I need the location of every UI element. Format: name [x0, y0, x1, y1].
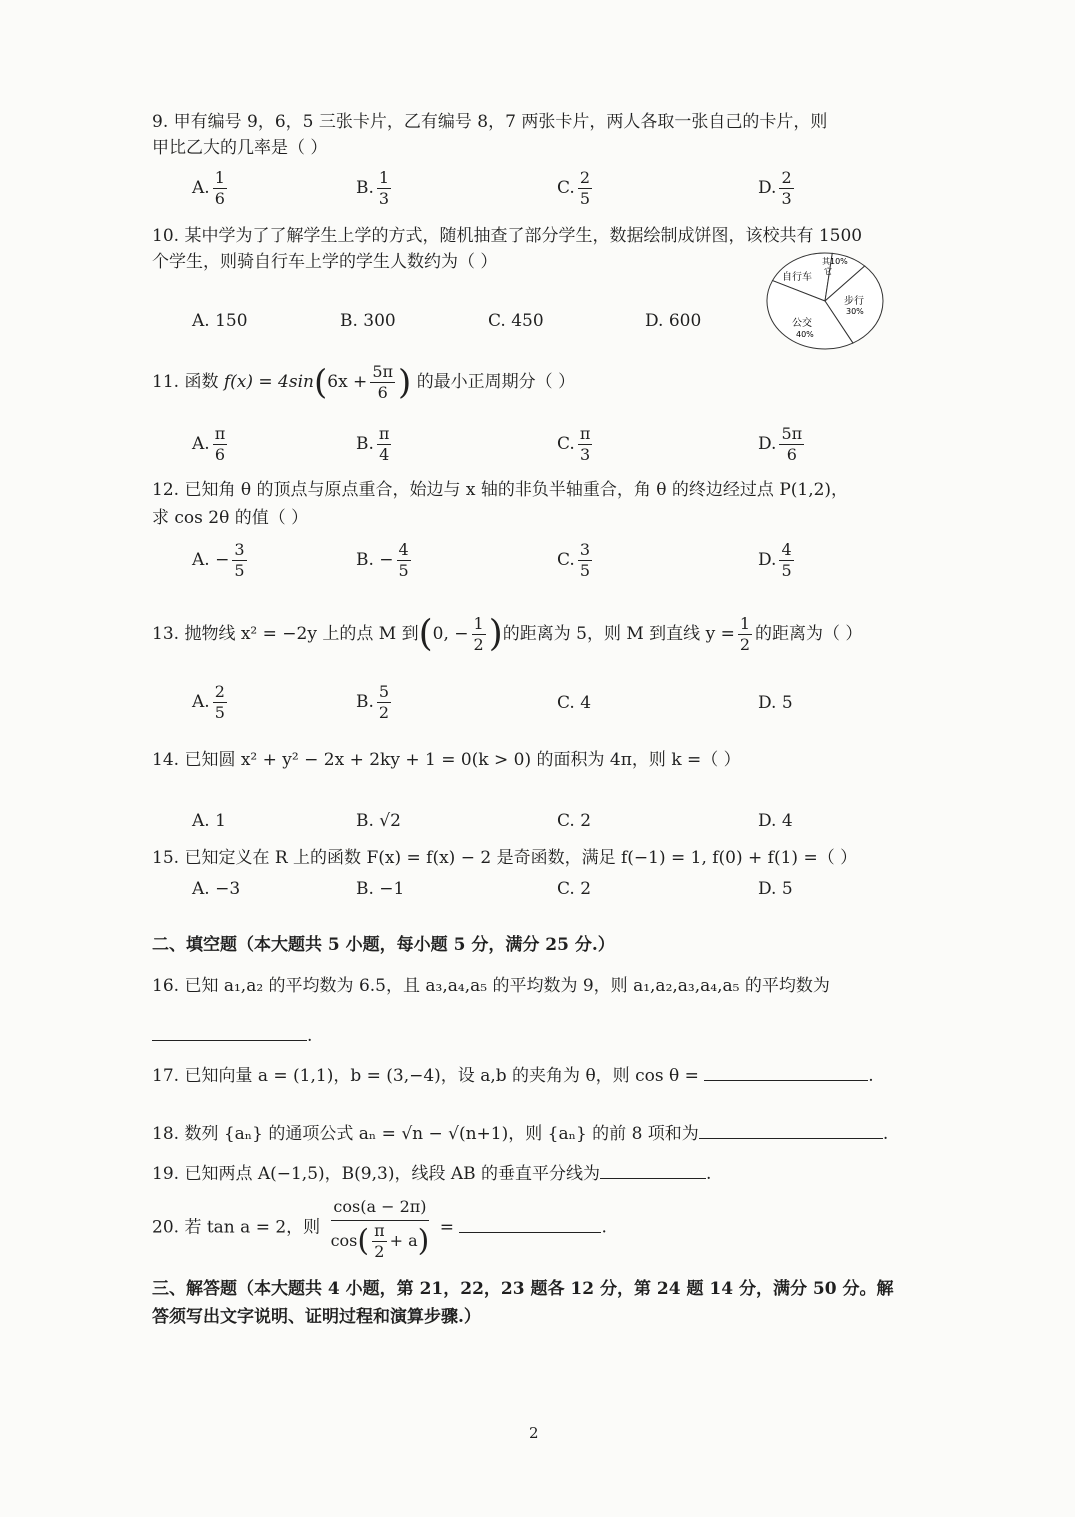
- q18-text: 18. 数列 {aₙ} 的通项公式 aₙ = √n − √(n+1)，则 {aₙ} 的前 8 项和为 .: [152, 1120, 888, 1146]
- q10-option-d: D. 600: [645, 311, 702, 331]
- q10-option-a: A. 150: [192, 311, 248, 331]
- q15-option-c: C. 2: [557, 879, 592, 899]
- pie-label-bike: 自行车: [782, 272, 812, 283]
- q11-option-c: C. $\frac{\pi}{3}$: [557, 424, 591, 464]
- q12-option-d: D. $\frac{4}{5}$: [758, 540, 792, 580]
- q12-text2: 求 cos 2θ 的值（ ）: [152, 508, 309, 528]
- section-solve-heading: 三、解答题（本大题共 4 小题，第 21，22，23 题各 12 分，第 24 题 14 分，满分 50 分。解: [152, 1279, 894, 1299]
- q11-text: 11. 函数 f(x) = 4sin(6x + $\frac{5\pi}{6}$ ) 的最小正周期分（ ）: [152, 362, 576, 403]
- section-fill-in-heading: 二、填空题（本大题共 5 小题，每小题 5 分，满分 25 分.）: [152, 935, 615, 955]
- q17-text: 17. 已知向量 a = (1,1)，b = (3,−4)，设 a,b 的夹角为 θ，则 cos θ = .: [152, 1062, 874, 1088]
- q15-text: 15. 已知定义在 R 上的函数 F(x) = f(x) − 2 是奇函数，满足 f(−1) = 1, f(0) + f(1) =（ ）: [152, 848, 858, 868]
- q13-option-a: A. $\frac{2}{5}$: [192, 682, 225, 722]
- q15-option-d: D. 5: [758, 879, 793, 899]
- q14-text: 14. 已知圆 x² + y² − 2x + 2ky + 1 = 0(k > 0) 的面积为 4π，则 k =（ ）: [152, 750, 741, 770]
- page-number: 2: [529, 1424, 539, 1442]
- pie-label-other-top: 其10%: [822, 257, 848, 266]
- q16-text: 16. 已知 a₁,a₂ 的平均数为 6.5，且 a₃,a₄,a₅ 的平均数为 9，则 a₁,a₂,a₃,a₄,a₅ 的平均数为: [152, 976, 830, 996]
- q14-option-a: A. 1: [192, 811, 226, 831]
- q9-text2: 甲比乙大的几率是（ ）: [152, 138, 328, 158]
- pie-label-bus-pct: 40%: [796, 330, 814, 339]
- q13-option-c: C. 4: [557, 693, 592, 713]
- q16-answer-line: .: [152, 1022, 312, 1048]
- q13-option-b: B. $\frac{5}{2}$: [356, 682, 390, 722]
- pie-chart: [764, 250, 886, 352]
- q15-option-a: A. −3: [192, 879, 241, 899]
- q14-option-b: B. √2: [356, 811, 401, 831]
- q9-option-b: B. $\frac{1}{3}$: [356, 168, 390, 208]
- q12-text: 12. 已知角 θ 的顶点与原点重合，始边与 x 轴的非负半轴重合，角 θ 的终边经过点 P(1,2)，: [152, 480, 849, 500]
- q10-text2: 个学生，则骑自行车上学的学生人数约为（ ）: [152, 252, 498, 272]
- pie-label-walk: 步行: [844, 296, 864, 307]
- q13-option-d: D. 5: [758, 693, 793, 713]
- pie-label-bus: 公交: [792, 318, 812, 329]
- q12-option-c: C. $\frac{3}{5}$: [557, 540, 590, 580]
- section-solve-heading-2: 答须写出文字说明、证明过程和演算步骤.）: [152, 1307, 481, 1327]
- q20-text: 20. 若 tan a = 2，则 cos(a − 2π) cos( $\frac{\pi}{2}$ + a) = .: [152, 1194, 607, 1262]
- q9-option-a: A. $\frac{1}{6}$: [192, 168, 225, 208]
- pie-label-other-bottom: 它: [824, 267, 832, 276]
- q15-option-b: B. −1: [356, 879, 405, 899]
- q12-option-b: B. − $\frac{4}{5}$: [356, 540, 409, 580]
- q11-option-a: A. $\frac{\pi}{6}$: [192, 424, 226, 464]
- q13-text: 13. 抛物线 x² = −2y 上的点 M 到(0, − $\frac{1}{2}$ )的距离为 5，则 M 到直线 y = $\frac{1}{2}$ 的距离为（ ）: [152, 613, 863, 655]
- q11-option-d: D. $\frac{5\pi}{6}$: [758, 424, 803, 464]
- q9-option-c: C. $\frac{2}{5}$: [557, 168, 590, 208]
- q11-option-b: B. $\frac{\pi}{4}$: [356, 424, 390, 464]
- q9-option-d: D. $\frac{2}{3}$: [758, 168, 792, 208]
- q10-option-c: C. 450: [488, 311, 544, 331]
- pie-label-walk-pct: 30%: [846, 307, 864, 316]
- q14-option-c: C. 2: [557, 811, 592, 831]
- q10-option-b: B. 300: [340, 311, 396, 331]
- q12-option-a: A. − $\frac{3}{5}$: [192, 540, 245, 580]
- q19-text: 19. 已知两点 A(−1,5)，B(9,3)，线段 AB 的垂直平分线为 .: [152, 1160, 711, 1186]
- q14-option-d: D. 4: [758, 811, 793, 831]
- q9-text: 9. 甲有编号 9，6，5 三张卡片，乙有编号 8，7 两张卡片，两人各取一张自己的卡片，则: [152, 112, 828, 132]
- q10-text: 10. 某中学为了了解学生上学的方式，随机抽查了部分学生，数据绘制成饼图，该校共有 1500: [152, 226, 863, 246]
